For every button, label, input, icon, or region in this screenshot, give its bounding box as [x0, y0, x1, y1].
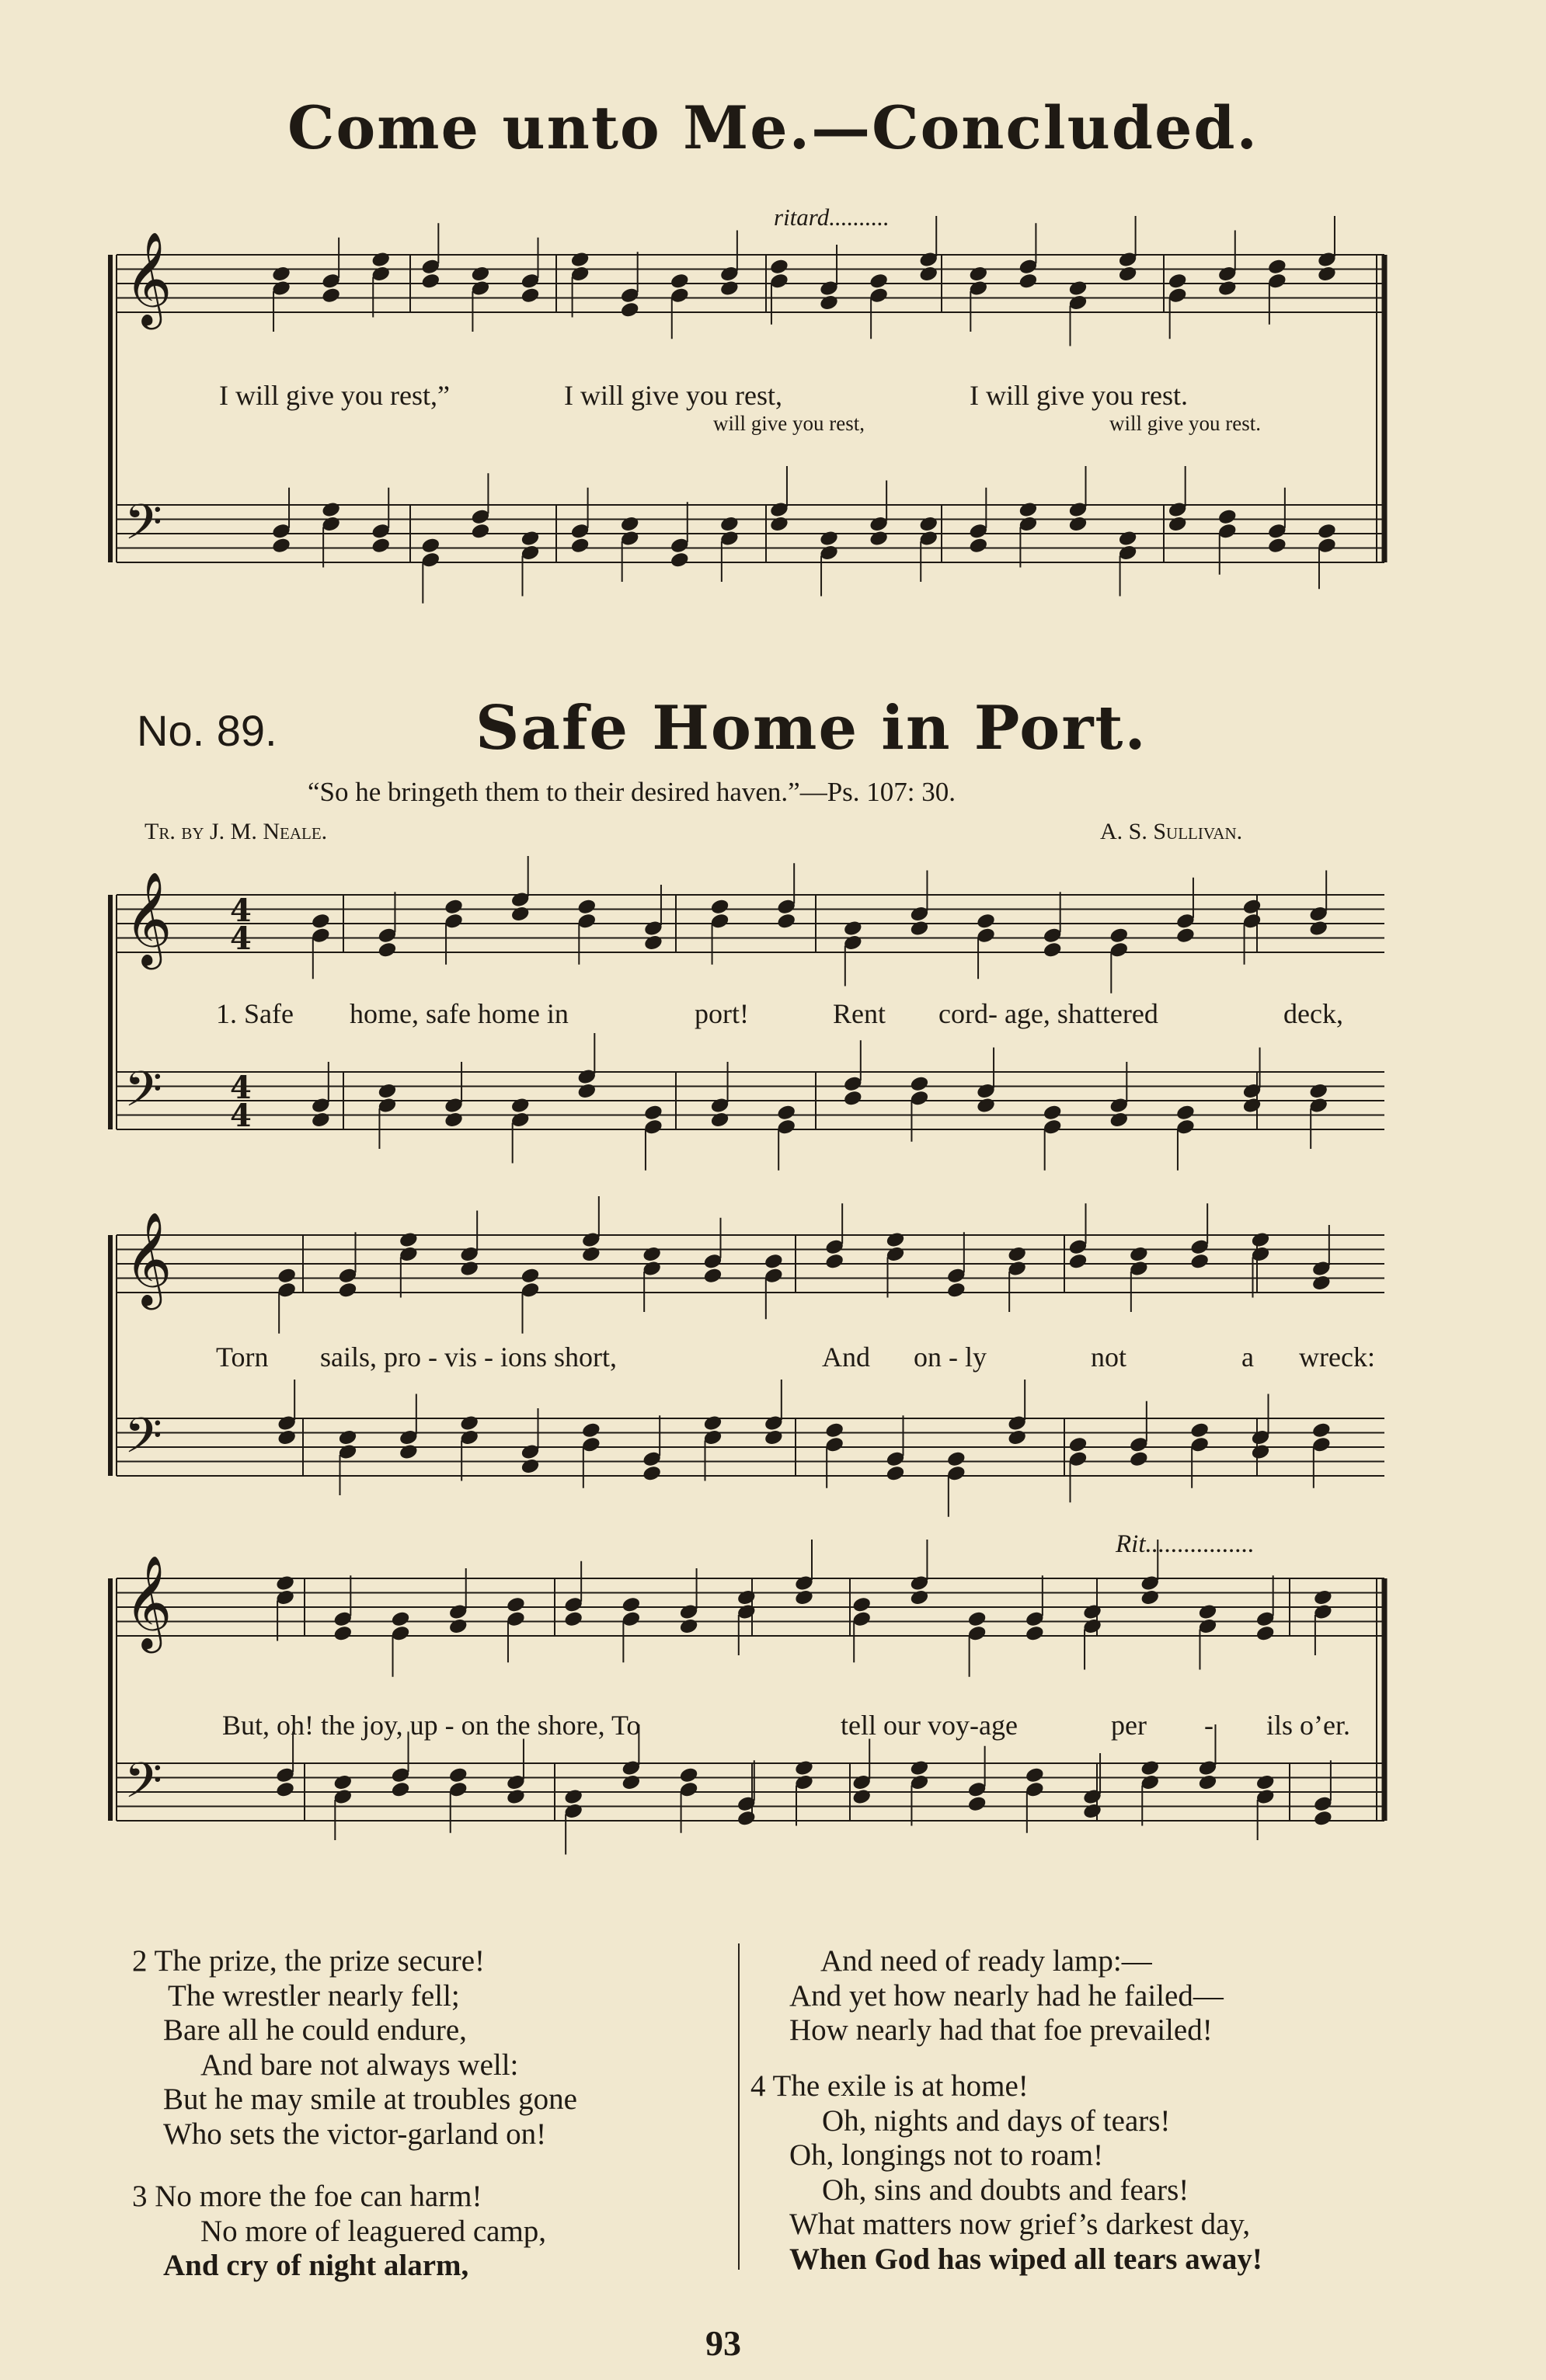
bass-note-icon [1140, 1759, 1160, 1776]
bass-note-icon [819, 529, 839, 547]
treble-note-icon [377, 941, 397, 959]
treble-note-icon [1067, 1252, 1088, 1270]
bass-note-icon [420, 537, 440, 555]
lyric-3-e: ils o’er. [1266, 1710, 1350, 1741]
time-signature-digit: 4 [230, 920, 252, 957]
treble-note-icon [576, 898, 597, 916]
bass-note-icon [1267, 537, 1287, 555]
verse-line: Who sets the victor-garland on! [163, 2117, 547, 2151]
treble-note-icon [642, 1245, 662, 1263]
bass-note-icon [776, 1104, 796, 1122]
treble-note-icon [444, 898, 464, 916]
treble-note-icon [1189, 1252, 1210, 1270]
bass-note-icon [966, 1795, 987, 1813]
lyric-1-d: Rent [833, 998, 886, 1029]
treble-note-icon [510, 905, 530, 923]
bass-note-icon [1129, 1450, 1149, 1468]
concluded-lyric-1: I will give you rest,” [219, 380, 450, 411]
treble-note-icon [736, 1588, 757, 1606]
bass-note-icon [333, 1773, 353, 1791]
bass-note-icon [736, 1809, 757, 1827]
verse-line: Oh, sins and doubts and fears! [822, 2173, 1189, 2207]
treble-note-icon [1167, 272, 1187, 290]
bass-note-icon [968, 537, 988, 555]
hymn-translator: Tr. by J. M. Neale. [145, 819, 328, 844]
bass-note-icon [506, 1787, 526, 1805]
verse-line: But he may smile at troubles gone [163, 2082, 577, 2116]
lyric-1-b: home, safe home in [350, 998, 569, 1029]
bass-note-icon [1313, 1809, 1333, 1827]
treble-note-icon [643, 934, 663, 952]
bass-note-icon [311, 1111, 331, 1129]
verse-line: What matters now grief’s darkest day, [789, 2208, 1251, 2241]
bass-note-icon [444, 1111, 464, 1129]
bass-note-icon [459, 1414, 479, 1432]
lyric-3-d: - [1204, 1710, 1213, 1741]
verse-line: Bare all he could endure, [163, 2013, 467, 2047]
concluded-lyric-2: I will give you rest, [564, 380, 782, 411]
lyric-2-g: wreck: [1299, 1341, 1375, 1373]
bass-note-icon [569, 537, 590, 555]
bass-note-icon [1007, 1428, 1027, 1446]
hymn-epigraph: “So he bringeth them to their desired haven.”—Ps. 107: 30. [308, 777, 956, 807]
bass-note-icon [709, 1111, 729, 1129]
treble-note-icon [1109, 927, 1129, 945]
bass-note-icon [946, 1450, 966, 1468]
bass-note-icon [1317, 522, 1337, 540]
lyric-2-a: Torn [216, 1341, 269, 1373]
treble-note-icon [1025, 1624, 1045, 1642]
verse-line: And bare not always well: [200, 2048, 519, 2082]
treble-note-icon [719, 279, 740, 297]
bass-note-icon [1255, 1773, 1275, 1791]
treble-note-icon [1311, 1274, 1332, 1292]
bass-note-icon [764, 1428, 784, 1446]
bass-note-icon [275, 1780, 295, 1798]
treble-note-icon [1129, 1245, 1149, 1263]
lyric-2-d: on - ly [914, 1341, 987, 1373]
bass-note-icon [563, 1787, 583, 1805]
treble-note-icon [1117, 265, 1137, 283]
bass-note-icon [510, 1096, 530, 1114]
treble-note-icon [709, 898, 729, 916]
treble-note-icon [1197, 1602, 1217, 1620]
treble-clef-icon: 𝄞 [124, 231, 172, 325]
treble-clef-icon: 𝄞 [124, 1554, 172, 1649]
time-signature-digit: 4 [230, 1070, 252, 1106]
verse-line: Oh, longings not to roam! [789, 2138, 1104, 2172]
treble-note-icon [909, 919, 929, 937]
bass-note-icon [1082, 1802, 1102, 1820]
bass-note-icon [371, 537, 391, 555]
bass-note-icon [1308, 1082, 1328, 1100]
verse-2 [132, 1944, 577, 2152]
bass-note-icon [520, 529, 540, 547]
bass-note-icon [621, 1773, 641, 1791]
bass-note-icon [851, 1787, 872, 1805]
treble-note-icon [776, 912, 796, 930]
bass-note-icon [976, 1096, 996, 1114]
bass-note-icon [1109, 1111, 1129, 1129]
treble-note-icon [1217, 279, 1238, 297]
verse-line: 4 The exile is at home! [750, 2069, 1029, 2103]
verse-3 [132, 2180, 546, 2284]
bass-note-icon [885, 1464, 905, 1482]
verse-line: And yet how nearly had he failed— [789, 1978, 1224, 2013]
treble-clef-icon: 𝄞 [124, 871, 172, 966]
treble-note-icon [769, 258, 789, 276]
bass-note-icon [377, 1082, 397, 1100]
verse-line: The wrestler nearly fell; [168, 1978, 460, 2013]
lyric-1-e: cord- age, shattered [938, 998, 1158, 1029]
bass-note-icon [670, 551, 690, 569]
treble-note-icon [581, 1245, 601, 1263]
treble-note-icon [824, 1252, 844, 1270]
bass-note-icon [576, 1082, 597, 1100]
bass-note-icon [1042, 1104, 1062, 1122]
bass-note-icon [448, 1766, 468, 1784]
treble-note-icon [1007, 1245, 1027, 1263]
concluded-lyric-3: I will give you rest. [970, 380, 1188, 411]
bass-note-icon [1175, 1104, 1196, 1122]
bass-note-icon [643, 1104, 663, 1122]
treble-note-icon [702, 1267, 723, 1285]
treble-note-icon [448, 1617, 468, 1635]
bass-note-icon [399, 1442, 419, 1460]
concluded-title: Come unto Me.—Concluded. [287, 93, 1259, 162]
treble-note-icon [459, 1259, 479, 1277]
treble-note-icon [337, 1281, 357, 1299]
lyric-3-a: But, oh! the joy, up - on the shore, To [222, 1710, 641, 1741]
treble-note-icon [869, 272, 889, 290]
bass-note-icon [1189, 1421, 1210, 1439]
bass-note-icon [277, 1428, 297, 1446]
treble-note-icon [569, 250, 590, 268]
treble-note-icon [976, 912, 996, 930]
bass-note-icon [918, 515, 938, 533]
verse-4 [750, 2069, 1262, 2277]
treble-note-icon [333, 1624, 353, 1642]
treble-note-icon [918, 265, 938, 283]
treble-note-icon [390, 1610, 410, 1628]
treble-note-icon [1175, 927, 1196, 945]
treble-note-icon [506, 1595, 526, 1613]
treble-note-icon [1140, 1588, 1160, 1606]
lyric-3-c: per [1111, 1710, 1147, 1741]
bass-note-icon [1217, 508, 1238, 526]
time-signature-digit: 4 [230, 1098, 252, 1134]
concluded-tempo-mark: ritard.......... [774, 204, 890, 231]
treble-note-icon [1042, 941, 1062, 959]
treble-note-icon [371, 250, 391, 268]
treble-note-icon [277, 1267, 297, 1285]
verse-line: Oh, nights and days of tears! [822, 2103, 1171, 2138]
bass-note-icon [909, 1075, 929, 1093]
treble-note-icon [909, 1588, 929, 1606]
treble-note-icon [621, 1595, 641, 1613]
bass-clef-icon: 𝄢 [124, 1752, 162, 1821]
concluded-echo-2: will give you rest. [1109, 412, 1261, 435]
treble-note-icon [946, 1281, 966, 1299]
verse-line: 2 The prize, the prize secure! [132, 1944, 486, 1978]
treble-note-icon [794, 1588, 814, 1606]
lyric-1-a: 1. Safe [216, 998, 294, 1029]
treble-note-icon [843, 919, 863, 937]
verse-line: And need of ready lamp:— [820, 1944, 1152, 1978]
treble-note-icon [311, 912, 331, 930]
treble-note-icon [271, 265, 291, 283]
bass-note-icon [619, 515, 639, 533]
treble-note-icon [470, 265, 490, 283]
bass-clef-icon: 𝄢 [124, 1407, 162, 1476]
bass-note-icon [909, 1759, 929, 1776]
treble-note-icon [420, 272, 440, 290]
treble-note-icon [520, 287, 540, 304]
verse-line: And cry of night alarm, [163, 2249, 469, 2282]
treble-clef-icon: 𝄞 [124, 1211, 172, 1306]
lyric-1-f: deck, [1283, 998, 1343, 1029]
bass-note-icon [1067, 1435, 1088, 1453]
treble-note-icon [851, 1595, 872, 1613]
bass-note-icon [769, 515, 789, 533]
verse-3-continued [789, 1944, 1224, 2048]
bass-note-icon [719, 515, 740, 533]
treble-note-icon [1250, 1230, 1270, 1248]
bass-note-icon [869, 529, 889, 547]
bass-note-icon [337, 1428, 357, 1446]
verse-column-divider [738, 1943, 740, 2270]
bass-note-icon [1250, 1442, 1270, 1460]
hymn-title: Safe Home in Port. [475, 693, 1147, 764]
treble-note-icon [1313, 1588, 1333, 1606]
bass-note-icon [1018, 500, 1038, 518]
treble-note-icon [563, 1610, 583, 1628]
lyric-2-e: not [1091, 1341, 1127, 1373]
bass-note-icon [1067, 515, 1088, 533]
bass-note-icon [520, 1457, 540, 1475]
lyric-2-c: And [822, 1341, 870, 1373]
treble-note-icon [670, 272, 690, 290]
lyric-2-f: a [1241, 1341, 1254, 1373]
lyric-3-b: tell our voy-age [841, 1710, 1018, 1741]
verse-line: When God has wiped all tears away! [789, 2242, 1262, 2276]
bass-note-icon [1167, 515, 1187, 533]
bass-clef-icon: 𝄢 [124, 1060, 162, 1129]
treble-note-icon [966, 1610, 987, 1628]
bass-note-icon [271, 537, 291, 555]
bass-note-icon [843, 1089, 863, 1107]
verse-line: No more of leaguered camp, [200, 2214, 547, 2248]
treble-note-icon [399, 1230, 419, 1248]
bass-note-icon [470, 522, 490, 540]
bass-note-icon [1025, 1766, 1045, 1784]
verse-line: 3 No more the foe can harm! [132, 2180, 482, 2213]
treble-note-icon [764, 1252, 784, 1270]
bass-note-icon [678, 1766, 698, 1784]
lyric-2-b: sails, pro - vis - ions short, [320, 1341, 617, 1373]
treble-note-icon [1018, 272, 1038, 290]
treble-note-icon [275, 1574, 295, 1592]
concluded-echo-1: will give you rest, [713, 412, 865, 435]
bass-note-icon [390, 1780, 410, 1798]
treble-note-icon [678, 1617, 698, 1635]
treble-note-icon [1308, 919, 1328, 937]
treble-note-icon [885, 1230, 905, 1248]
bass-note-icon [1197, 1773, 1217, 1791]
page-number: 93 [705, 2323, 741, 2363]
bass-note-icon [321, 500, 341, 518]
treble-note-icon [1082, 1602, 1102, 1620]
treble-note-icon [619, 301, 639, 318]
bass-note-icon [1311, 1421, 1332, 1439]
treble-note-icon [819, 294, 839, 311]
bass-note-icon [794, 1759, 814, 1776]
treble-note-icon [1241, 898, 1262, 916]
bass-note-icon [642, 1464, 662, 1482]
bass-clef-icon: 𝄢 [124, 493, 162, 562]
bass-note-icon [824, 1421, 844, 1439]
hymn-composer: A. S. Sullivan. [1100, 819, 1243, 844]
treble-note-icon [321, 287, 341, 304]
bass-note-icon [702, 1414, 723, 1432]
treble-note-icon [1317, 265, 1337, 283]
lyric-1-c: port! [695, 998, 749, 1029]
treble-note-icon [968, 265, 988, 283]
hymn-number: No. 89. [137, 706, 277, 755]
treble-note-icon [1267, 258, 1287, 276]
bass-note-icon [581, 1421, 601, 1439]
bass-note-icon [1117, 529, 1137, 547]
treble-note-icon [1067, 279, 1088, 297]
time-signature-digit: 4 [230, 893, 252, 929]
hymn-tempo-mark: Rit................. [1116, 1530, 1255, 1558]
verse-line: How nearly had that foe prevailed! [789, 2013, 1213, 2047]
bass-note-icon [1241, 1096, 1262, 1114]
treble-note-icon [1255, 1624, 1275, 1642]
treble-note-icon [520, 1267, 540, 1285]
